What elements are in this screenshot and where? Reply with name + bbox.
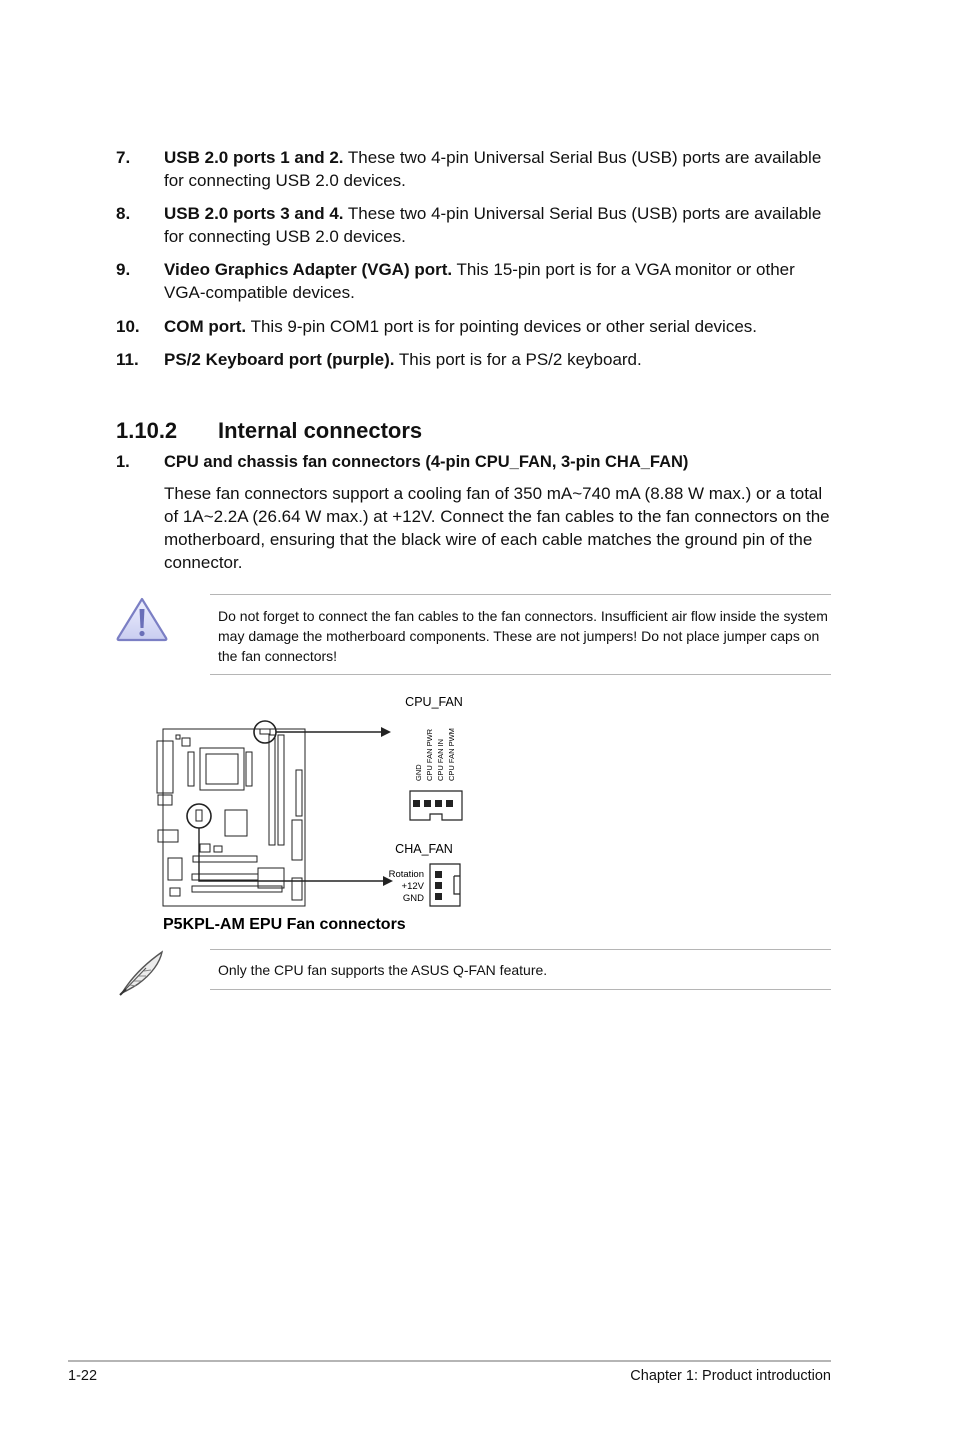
section-title: Internal connectors <box>218 418 423 443</box>
list-item-text: This 15-pin port is for a VGA monitor or other VGA-compatible devices. <box>164 260 795 302</box>
fan-connectors-diagram <box>150 690 480 940</box>
list-item-11 <box>116 348 836 371</box>
motherboard-outline <box>157 729 305 906</box>
cpu-fan-pin-label: CPU FAN IN <box>436 738 445 781</box>
list-item-text: These two 4-pin Universal Serial Bus (USB) ports are available for connecting USB 2.0 devices. <box>164 204 822 246</box>
warning-icon <box>115 596 169 642</box>
fan-description-paragraph: These fan connectors support a cooling fan of 350 mA~740 mA (8.88 W max.) or a total of 1A~2.2A (26.64 W max.) at +12V. Connect the fan cables to the fan connectors on the motherboard, ensuring that the black wire of each cable matches the ground pin of the connector. <box>164 484 830 572</box>
cpu-fan-connector <box>410 791 462 820</box>
cpu-fan-highlight-circle <box>254 721 276 743</box>
page-number: 1-22 <box>68 1368 98 1384</box>
info-note-top-rule <box>210 949 831 950</box>
subsection-number: 1. <box>116 453 130 471</box>
cha-fan-pin-label: GND <box>402 893 424 904</box>
list-item-title: COM port. <box>164 317 247 336</box>
footer-rule <box>68 1360 831 1362</box>
list-item-text: This 9-pin COM1 port is for pointing devices or other serial devices. <box>246 317 758 336</box>
list-number: 10. <box>116 317 140 336</box>
cpu-fan-arrow-icon <box>381 727 391 737</box>
info-note-bottom-rule <box>210 989 831 990</box>
list-item-text: This port is for a PS/2 keyboard. <box>394 350 642 369</box>
cha-fan-connector <box>430 864 460 906</box>
cpu-fan-header <box>260 729 270 734</box>
cha-fan-header <box>196 810 202 821</box>
warning-note-text: Do not forget to connect the fan cables to the fan connectors. Insufficient air flow inside the system may damage the motherboard components. These are not jumpers! Do not place jumper caps on the fan connectors! <box>218 608 828 664</box>
note-bottom-rule <box>210 674 831 675</box>
section-heading <box>116 418 422 444</box>
list-item-title: PS/2 Keyboard port (purple). <box>164 350 395 369</box>
cpu-fan-pin-label: GND <box>414 764 423 781</box>
diagram-caption: P5KPL-AM EPU Fan connectors <box>163 916 406 933</box>
info-note-text: Only the CPU fan supports the ASUS Q-FAN feature. <box>218 962 548 978</box>
cha-fan-pin-label: Rotation <box>388 869 424 880</box>
cha-fan-label: CHA_FAN <box>395 842 453 856</box>
note-top-rule <box>210 594 831 595</box>
cha-fan-pin-label: +12V <box>401 881 424 892</box>
cpu-fan-label: CPU_FAN <box>405 695 463 709</box>
list-item-9 <box>116 258 836 304</box>
subsection-title: CPU and chassis fan connectors (4-pin CPU_FAN, 3-pin CHA_FAN) <box>164 453 689 471</box>
cpu-fan-pin-label: CPU FAN PWM <box>447 728 456 781</box>
list-item-title: Video Graphics Adapter (VGA) port. <box>164 260 453 279</box>
cha-fan-highlight-circle <box>187 804 211 828</box>
list-item-8 <box>116 202 836 248</box>
list-item-text: These two 4-pin Universal Serial Bus (USB) ports are available for connecting USB 2.0 devices. <box>164 148 822 190</box>
pen-note-icon <box>116 948 168 998</box>
chapter-title: Chapter 1: Product introduction <box>630 1368 831 1384</box>
cpu-fan-pin-label: CPU FAN PWR <box>425 728 434 781</box>
list-number: 7. <box>116 148 131 167</box>
section-number: 1.10.2 <box>116 418 178 443</box>
list-item-title: USB 2.0 ports 3 and 4. <box>164 204 344 223</box>
subsection-heading <box>116 453 688 472</box>
list-item-title: USB 2.0 ports 1 and 2. <box>164 148 344 167</box>
list-item-7 <box>116 146 836 192</box>
list-number: 9. <box>116 260 131 279</box>
list-number: 11. <box>116 350 139 369</box>
list-item-10 <box>116 315 836 338</box>
list-number: 8. <box>116 204 131 223</box>
